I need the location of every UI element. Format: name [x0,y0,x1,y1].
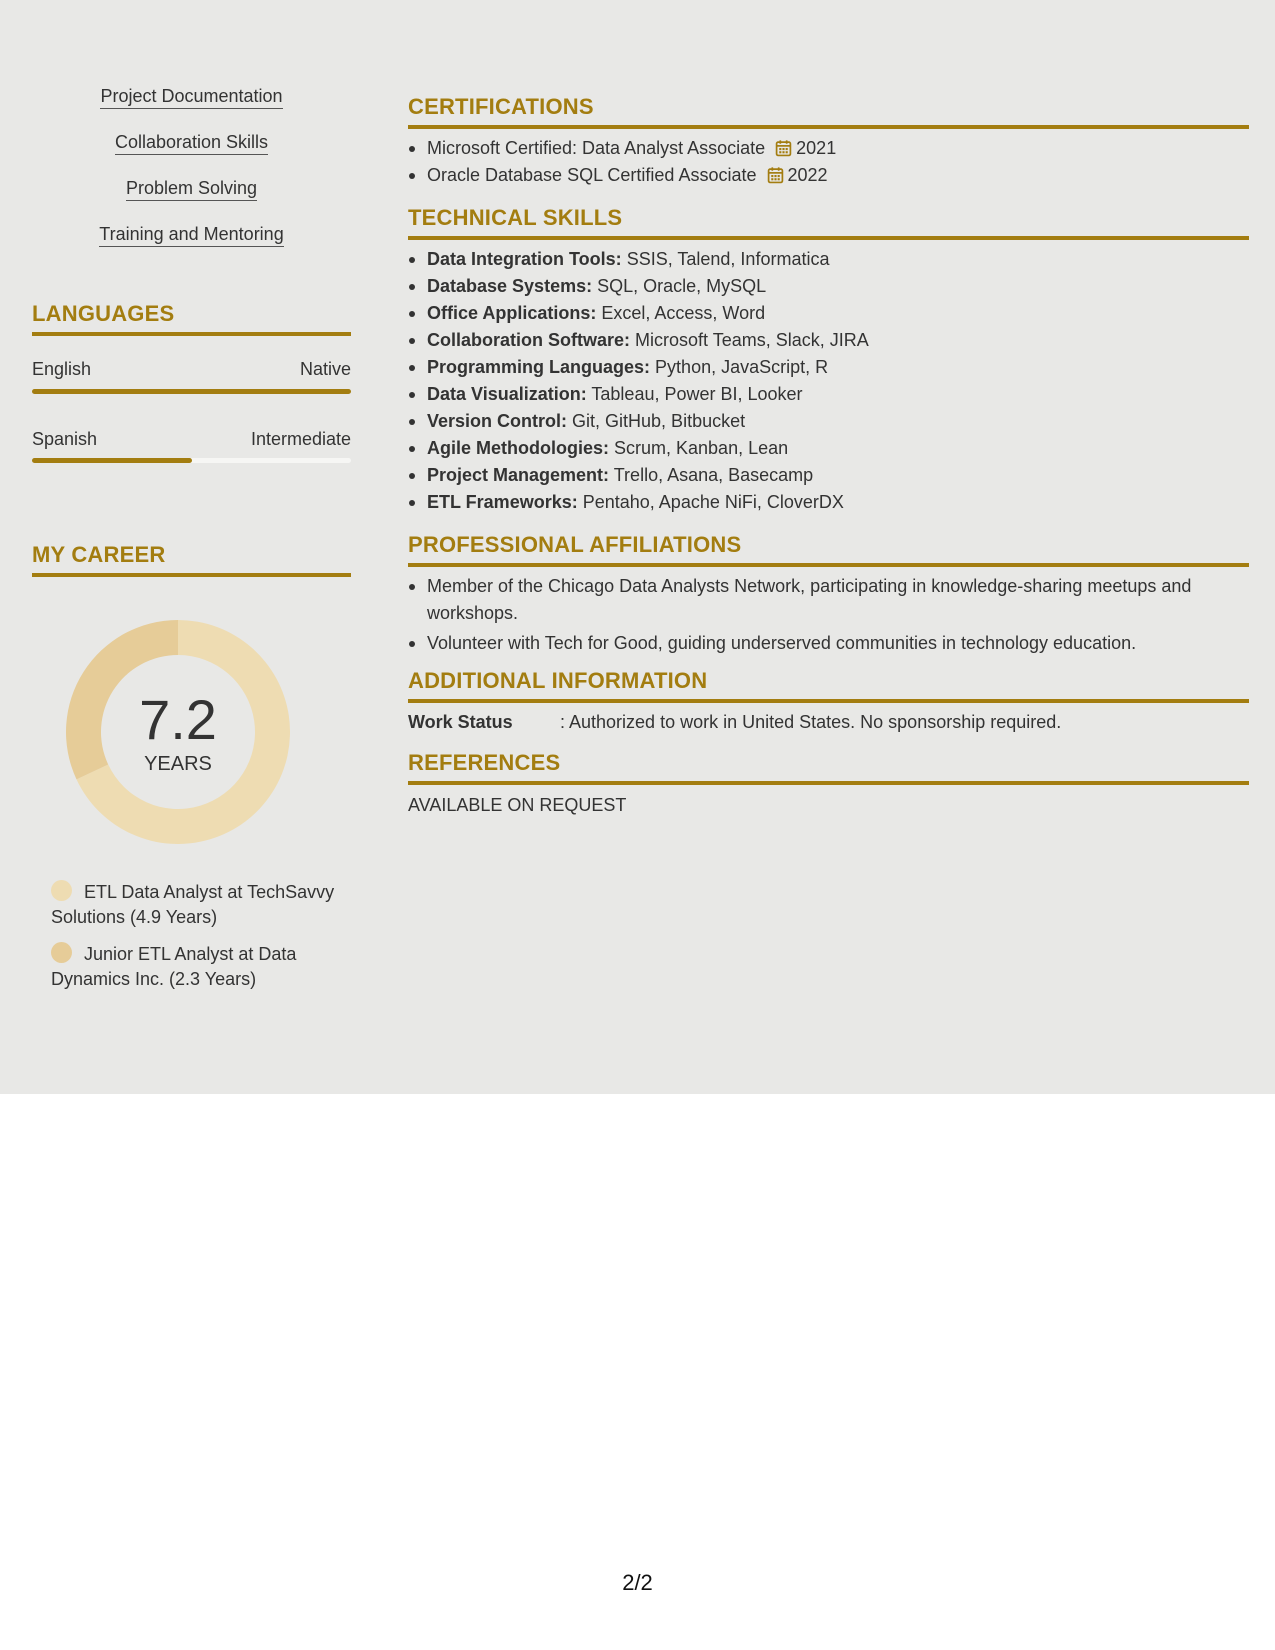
certification-name: Microsoft Certified: Data Analyst Associate [427,138,766,158]
skill-tag: Training and Mentoring [99,224,283,247]
technical-skill-item [408,435,1249,462]
career-role-label: ETL Data Analyst at TechSavvy Solutions (4.9 Years) [51,882,335,927]
technical-skill-item [408,489,1249,516]
language-bar-fill [32,458,192,463]
certifications-heading: CERTIFICATIONS [408,93,1249,129]
career-legend-item [51,880,351,930]
affiliations-heading: PROFESSIONAL AFFILIATIONS [408,531,1249,567]
legend-dot-icon [51,942,72,963]
skill-category: Version Control: [427,411,568,431]
language-name: Spanish [32,429,98,449]
certification-item [408,135,1249,162]
technical-skills-heading: TECHNICAL SKILLS [408,204,1249,240]
work-status-row [408,709,1249,736]
additional-info-heading: ADDITIONAL INFORMATION [408,667,1249,703]
language-name: English [32,359,92,379]
skill-values: Pentaho, Apache NiFi, CloverDX [582,492,844,512]
language-bar-fill [32,389,351,394]
career-legend [51,880,351,1004]
certification-name: Oracle Database SQL Certified Associate [427,165,757,185]
language-level: Intermediate [250,429,351,449]
skill-tag: Collaboration Skills [115,132,268,155]
career-legend-item [51,942,351,992]
certification-item [408,162,1249,189]
affiliations-section [408,531,1249,660]
career-heading: MY CAREER [32,541,351,577]
certifications-section [408,93,1249,189]
language-bar-spanish [32,458,351,463]
skill-values: Microsoft Teams, Slack, JIRA [635,330,869,350]
career-role-label: Junior ETL Analyst at Data Dynamics Inc. (2.3 Years) [51,944,297,989]
work-status-label: Work Status [408,712,513,732]
technical-skills-list [408,246,1249,516]
page-number: 2/2 [622,1570,653,1595]
skill-category: Collaboration Software: [427,330,631,350]
certification-year: 2022 [787,165,828,185]
skill-tag: Problem Solving [126,178,257,201]
language-level: Native [299,359,351,379]
technical-skill-item [408,246,1249,273]
technical-skills-section [408,204,1249,516]
technical-skill-item [408,354,1249,381]
affiliation-item: Member of the Chicago Data Analysts Network, participating in knowledge-sharing meetups and workshops. [408,573,1249,627]
certification-year: 2021 [796,138,837,158]
skill-values: Git, GitHub, Bitbucket [572,411,746,431]
skill-category: Data Visualization: [427,384,587,404]
languages-heading: LANGUAGES [32,300,351,336]
calendar-icon [775,139,792,157]
technical-skill-item [408,273,1249,300]
career-total-unit: YEARS [144,753,212,775]
technical-skill-item [408,327,1249,354]
technical-skill-item [408,300,1249,327]
references-heading: REFERENCES [408,749,1249,785]
skill-tag: Project Documentation [100,86,282,109]
skill-values: Excel, Access, Word [601,303,766,323]
references-text: AVAILABLE ON REQUEST [408,795,627,815]
skill-values: Python, JavaScript, R [655,357,829,377]
skill-values: SQL, Oracle, MySQL [597,276,767,296]
calendar-icon [767,166,784,184]
technical-skill-item [408,381,1249,408]
skill-category: Office Applications: [427,303,597,323]
skill-values: Scrum, Kanban, Lean [614,438,789,458]
technical-skill-item [408,462,1249,489]
career-total-years: 7.2 [139,688,217,751]
skill-tag-list [32,86,351,270]
skill-category: Agile Methodologies: [427,438,609,458]
career-donut-chart [66,620,290,844]
skill-category: Project Management: [427,465,610,485]
work-status-value: : Authorized to work in United States. No sponsorship required. [560,712,1062,732]
affiliations-list [408,573,1249,657]
references-section [408,749,1249,816]
skill-values: Trello, Asana, Basecamp [613,465,814,485]
skill-values: Tableau, Power BI, Looker [591,384,803,404]
skill-category: Database Systems: [427,276,593,296]
skill-values: SSIS, Talend, Informatica [626,249,830,269]
skill-category: ETL Frameworks: [427,492,578,512]
certifications-list [408,135,1249,189]
additional-info-section [408,667,1249,736]
skill-category: Programming Languages: [427,357,651,377]
technical-skill-item [408,408,1249,435]
affiliation-item: Volunteer with Tech for Good, guiding underserved communities in technology education. [408,630,1249,657]
legend-dot-icon [51,880,72,901]
skill-category: Data Integration Tools: [427,249,622,269]
language-bar-english [32,389,351,394]
